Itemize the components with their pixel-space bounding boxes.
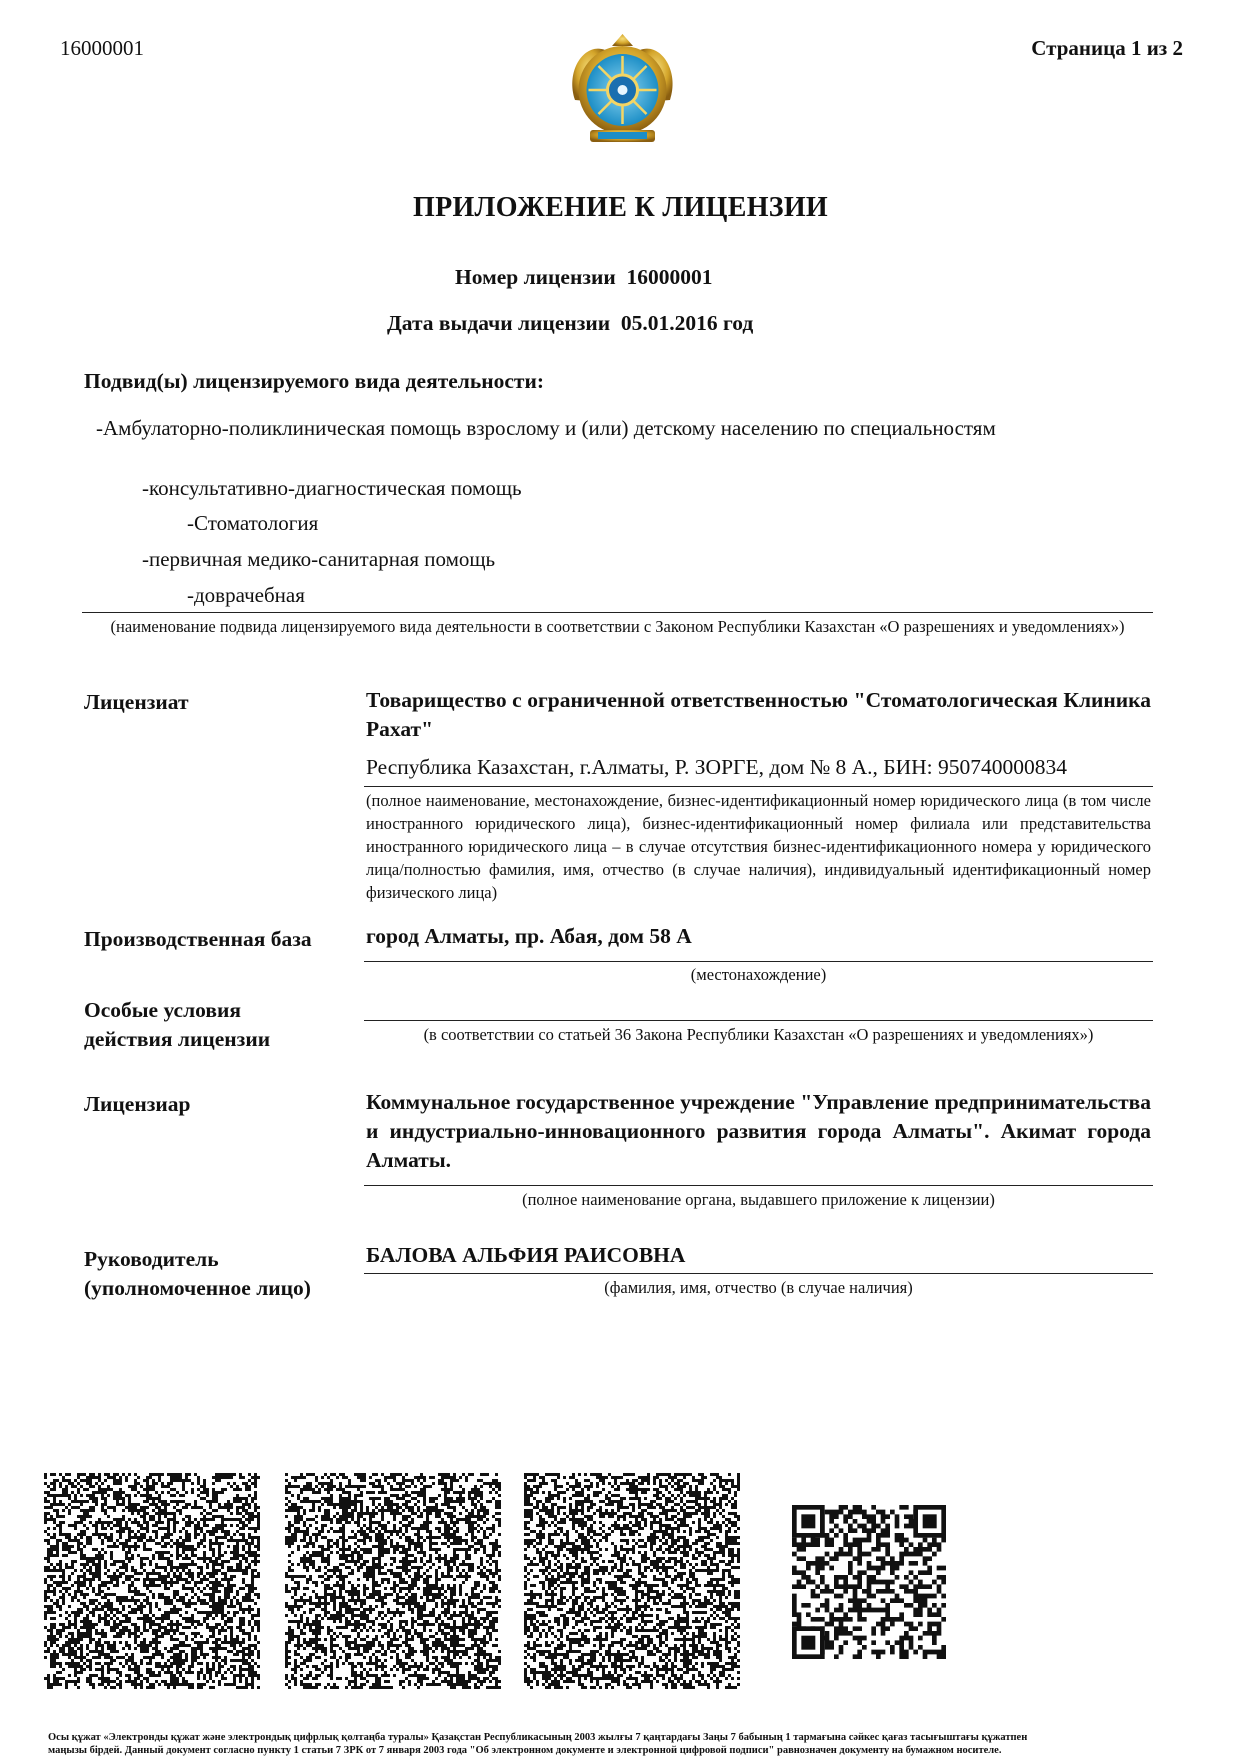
divider [364, 786, 1153, 787]
footer-line: маңызы бірдей. Данный документ согласно пункту 1 статьи 7 ЗРК от 7 января 2003 года "Об электронном документе и электронной цифровой подписи" равнозначен документу на бумажном носителе. [48, 1745, 1002, 1756]
kazakhstan-emblem-icon [560, 30, 685, 155]
production-base-label: Производственная база [84, 927, 312, 951]
license-date-value: 05.01.2016 год [620, 311, 754, 335]
licensor-value: Коммунальное государственное учреждение "Управление предпринимательства и индустриально-инновационного развития города Алматы". Акимат города Алматы. [366, 1090, 1151, 1172]
subtype-item-label: доврачебная [194, 583, 305, 607]
qr-code-icon [285, 1473, 501, 1689]
head-label-line: (уполномоченное лицо) [84, 1276, 311, 1300]
subtype-item: -первичная медико-санитарная помощь [142, 547, 496, 571]
license-number-label: Номер лицензии [455, 265, 616, 289]
subtype-item-label: консультативно-диагностическая помощь [149, 476, 522, 500]
special-conditions-label [84, 996, 270, 1054]
divider [364, 1020, 1153, 1021]
qr-code-icon [524, 1473, 740, 1689]
head-label [84, 1245, 311, 1303]
divider [82, 612, 1153, 613]
head-caption: (фамилия, имя, отчество (в случае наличия) [604, 1278, 913, 1297]
doc-number: 16000001 [60, 36, 144, 60]
licensee-label: Лицензиат [84, 690, 189, 714]
subtype-item-label: Стоматология [194, 511, 319, 535]
divider [364, 961, 1153, 962]
special-conditions-label-line: действия лицензии [84, 1027, 271, 1051]
licensee-caption: (полное наименование, местонахождение, бизнес-идентификационный номер юридического лица (в том числе иностранного юридического лица), бизнес-идентификационный номер филиала или представительства иностранного юридического лица – в случае отсутствия бизнес-идентификационного номера у юридического лица/полностью фамилия, имя, отчество (в случае наличия), индивидуальный идентификационный номер физического лица) [366, 791, 1151, 902]
subtypes-caption: (наименование подвида лицензируемого вида деятельности в соответствии с Законом Республики Казахстан «О разрешениях и уведомлениях») [110, 617, 1125, 636]
qr-code-icon [44, 1473, 260, 1689]
license-number-row [455, 265, 713, 290]
qr-code-icon [792, 1505, 946, 1659]
subtype-item: -консультативно-диагностическая помощь [142, 476, 522, 500]
footer-note [48, 1731, 1198, 1757]
licensor-caption: (полное наименование органа, выдавшего приложение к лицензии) [522, 1190, 995, 1209]
page-title: ПРИЛОЖЕНИЕ К ЛИЦЕНЗИИ [412, 192, 829, 223]
licensor-label: Лицензиар [84, 1092, 191, 1116]
subtype-item-label: первичная медико-санитарная помощь [149, 547, 496, 571]
page-indicator: Страница 1 из 2 [1031, 36, 1183, 60]
divider [364, 1185, 1153, 1186]
production-base-value: город Алматы, пр. Абая, дом 58 А [366, 924, 692, 948]
special-conditions-label-line: Особые условия [84, 998, 242, 1022]
license-number-value: 16000001 [626, 265, 713, 289]
head-label-line: Руководитель [84, 1247, 219, 1271]
license-date-label: Дата выдачи лицензии [387, 311, 611, 335]
licensee-address: Республика Казахстан, г.Алматы, Р. ЗОРГЕ, дом № 8 А., БИН: 950740000834 [366, 755, 1068, 779]
subtypes-heading: Подвид(ы) лицензируемого вида деятельности: [84, 369, 545, 393]
divider [364, 1273, 1153, 1274]
licensee-name: Товарищество с ограниченной ответственностью "Стоматологическая Клиника Рахат" [366, 688, 1151, 741]
subtype-item: -Амбулаторно-поликлиническая помощь взрослому и (или) детскому населению по специальностям [96, 416, 996, 440]
head-value: БАЛОВА АЛЬФИЯ РАИСОВНА [366, 1243, 686, 1267]
subtype-item-label: Амбулаторно-поликлиническая помощь взрослому и (или) детскому населению по специальностям [103, 416, 996, 440]
subtype-item: -доврачебная [187, 583, 305, 607]
license-date-row [387, 311, 753, 336]
special-conditions-caption: (в соответствии со статьей 36 Закона Республики Казахстан «О разрешениях и уведомлениях») [423, 1025, 1094, 1044]
subtype-item: -Стоматология [187, 511, 319, 535]
production-base-caption: (местонахождение) [690, 965, 827, 984]
footer-line: Осы құжат «Электронды құжат және электрондық цифрлық қолтаңба туралы» Қазақстан Республикасының 2003 жылғы 7 қаңтардағы Заңы 7 бабының 1 тармағына сәйкес қағаз тасығыштағы құжатпен [48, 1732, 1028, 1743]
